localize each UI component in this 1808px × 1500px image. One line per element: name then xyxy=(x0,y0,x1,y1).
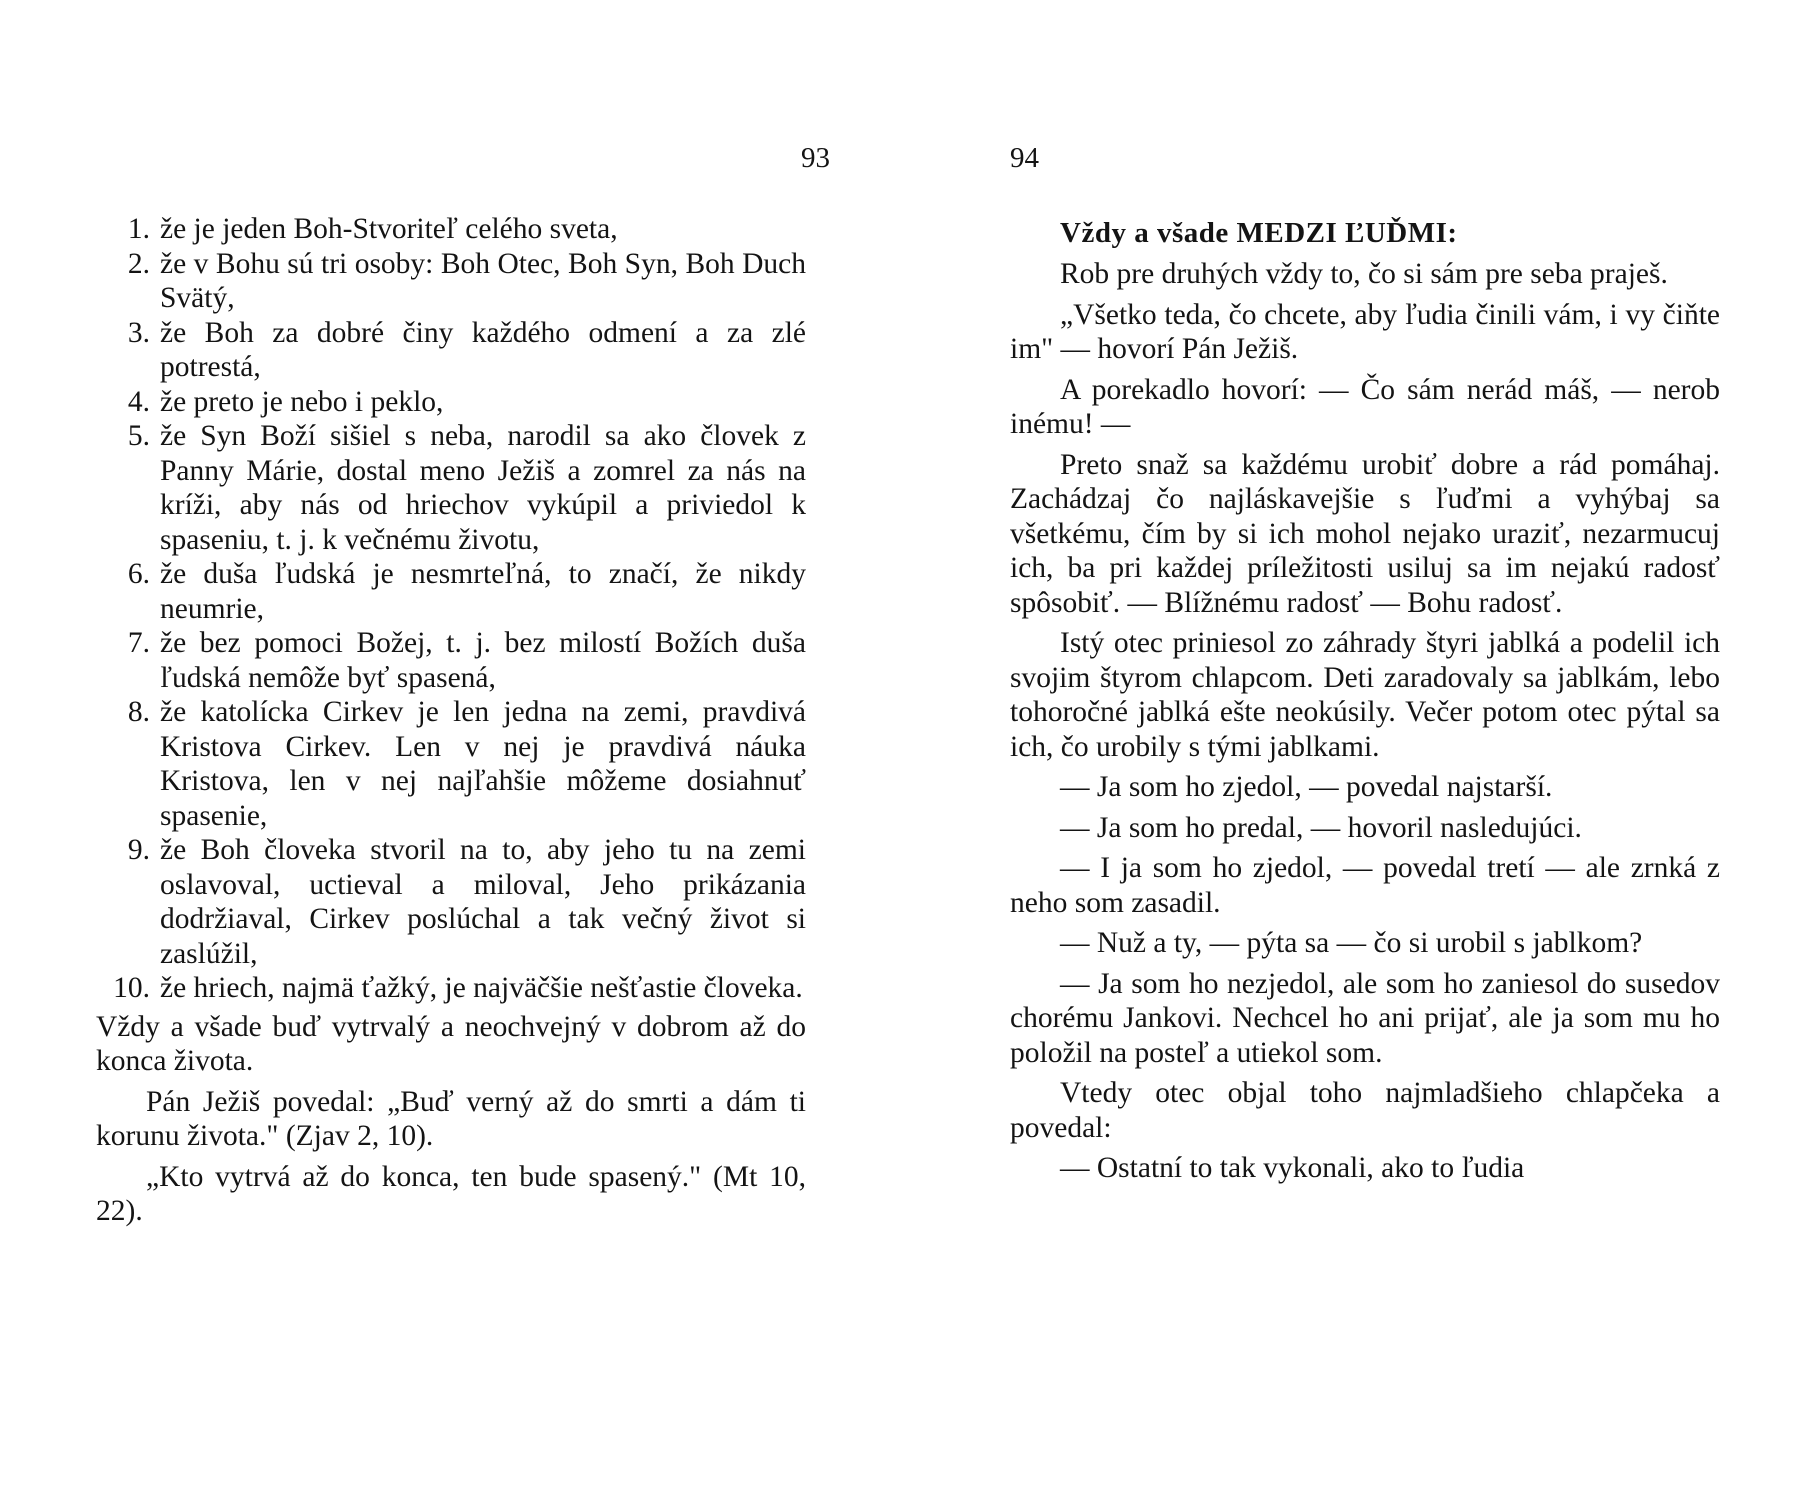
list-item-number: 2. xyxy=(127,247,150,280)
paragraph: — I ja som ho zjedol, — povedal tretí — ale zrnká z neho som zasadil. xyxy=(1010,852,1720,919)
list-item xyxy=(96,316,806,385)
right-page-content xyxy=(1010,215,1720,1192)
paragraph: A porekadlo hovorí: — Čo sám nerád máš, — nerob inému! — xyxy=(1010,373,1720,440)
list-item-number: 3. xyxy=(127,316,150,349)
list-item-number: 5. xyxy=(127,420,150,452)
paragraph: Preto snaž sa každému urobiť dobre a rád pomáhaj. Zachádzaj čo najláskavejšie s ľuďmi a vyhýbaj sa všetkému, čím by si ich mohol nejako uraziť, nezarmucuj ich, ba pri každej príležitosti usiluj sa im nejakú radosť spôsobiť. — Blížnému radosť — Bohu radosť. xyxy=(1010,448,1720,619)
list-item xyxy=(96,557,806,626)
list-item-text: že duša ľudská je nesmrteľná, to značí, že nikdy neumrie, xyxy=(160,558,806,625)
paragraph: Vtedy otec objal toho najmladšieho chlapčeka a povedal: xyxy=(1010,1077,1720,1144)
page-number: 94 xyxy=(1010,142,1039,174)
list-item-number: 6. xyxy=(127,558,150,590)
list-item-text: že preto je nebo i peklo, xyxy=(160,385,444,418)
list-item-number: 8. xyxy=(127,696,150,728)
list-item-text: že hriech, najmä ťažký, je najväčšie nešťastie človeka. xyxy=(160,972,803,1004)
right-page xyxy=(1010,0,1730,1500)
paragraph: Vždy a všade buď vytrvalý a neochvejný v dobrom až do konca života. xyxy=(96,1010,806,1077)
list-item-text: že je jeden Boh-Stvoriteľ celého sveta, xyxy=(160,213,618,245)
list-item-number: 1. xyxy=(127,213,150,245)
left-page xyxy=(96,0,830,1500)
paragraph: Rob pre druhých vždy to, čo si sám pre seba praješ. xyxy=(1060,258,1668,290)
list-item-number: 7. xyxy=(127,627,150,659)
paragraph: — Ostatní to tak vykonali, ako to ľudia xyxy=(1060,1152,1525,1184)
list-item xyxy=(96,626,806,695)
paragraph: „Všetko teda, čo chcete, aby ľudia činili vám, i vy čiňte im" — hovorí Pán Ježiš. xyxy=(1010,298,1720,365)
list-item-text: že v Bohu sú tri osoby: Boh Otec, Boh Syn, Boh Duch Svätý, xyxy=(160,247,806,314)
paragraph: — Nuž a ty, — pýta sa — čo si urobil s jablkom? xyxy=(1060,927,1643,959)
section-heading: Vždy a všade MEDZI ĽUĎMI: xyxy=(1060,217,1458,249)
paragraph: Istý otec priniesol zo záhrady štyri jablká a podelil ich svojim štyrom chlapcom. Deti zaradovaly sa jablkám, lebo tohoročné jablká ešte neokúsily. Večer potom otec pýtal sa ich, čo urobily s tými jablkami. xyxy=(1010,627,1720,763)
list-item xyxy=(96,385,806,420)
left-page-content xyxy=(96,212,806,1235)
list-item xyxy=(96,212,806,247)
list-item xyxy=(96,971,806,1006)
list-item xyxy=(96,247,806,316)
list-item xyxy=(96,419,806,557)
list-item-text: že bez pomoci Božej, t. j. bez milostí Božích duša ľudská nemôže byť spasená, xyxy=(160,627,806,694)
paragraph: Pán Ježiš povedal: „Buď verný až do smrti a dám ti korunu života." (Zjav 2, 10). xyxy=(96,1085,806,1152)
list-item-text: že Boh človeka stvoril na to, aby jeho tu na zemi oslavoval, uctieval a miloval, Jeho prikázania dodržiaval, Cirkev poslúchal a tak večný život si zaslúžil, xyxy=(160,834,806,970)
list-item xyxy=(96,695,806,833)
list-item xyxy=(96,833,806,971)
list-item-text: že katolícka Cirkev je len jedna na zemi, pravdivá Kristova Cirkev. Len v nej je pravdivá náuka Kristova, len v nej najľahšie môžeme dosiahnuť spasenie, xyxy=(160,696,806,832)
paragraph: — Ja som ho predal, — hovoril nasledujúci. xyxy=(1060,811,1582,844)
paragraph: — Ja som ho zjedol, — povedal najstarší. xyxy=(1060,771,1553,803)
paragraph: „Kto vytrvá až do konca, ten bude spasený." (Mt 10, 22). xyxy=(96,1160,806,1227)
list-item-text: že Boh za dobré činy každého odmení a za zlé potrestá, xyxy=(160,316,806,383)
list-item-number: 10. xyxy=(113,972,150,1004)
list-item-number: 4. xyxy=(127,385,150,418)
list-item-number: 9. xyxy=(127,834,150,866)
page-number: 93 xyxy=(801,142,830,174)
list-item-text: že Syn Boží sišiel s neba, narodil sa ako človek z Panny Márie, dostal meno Ježiš a zomrel za nás na kríži, aby nás od hriechov vykúpil a priviedol k spaseniu, t. j. k večnému životu, xyxy=(160,420,806,556)
paragraph: — Ja som ho nezjedol, ale som ho zaniesol do susedov chorému Jankovi. Nechcel ho ani prijať, ale ja som mu ho položil na posteľ a utiekol som. xyxy=(1010,967,1720,1069)
